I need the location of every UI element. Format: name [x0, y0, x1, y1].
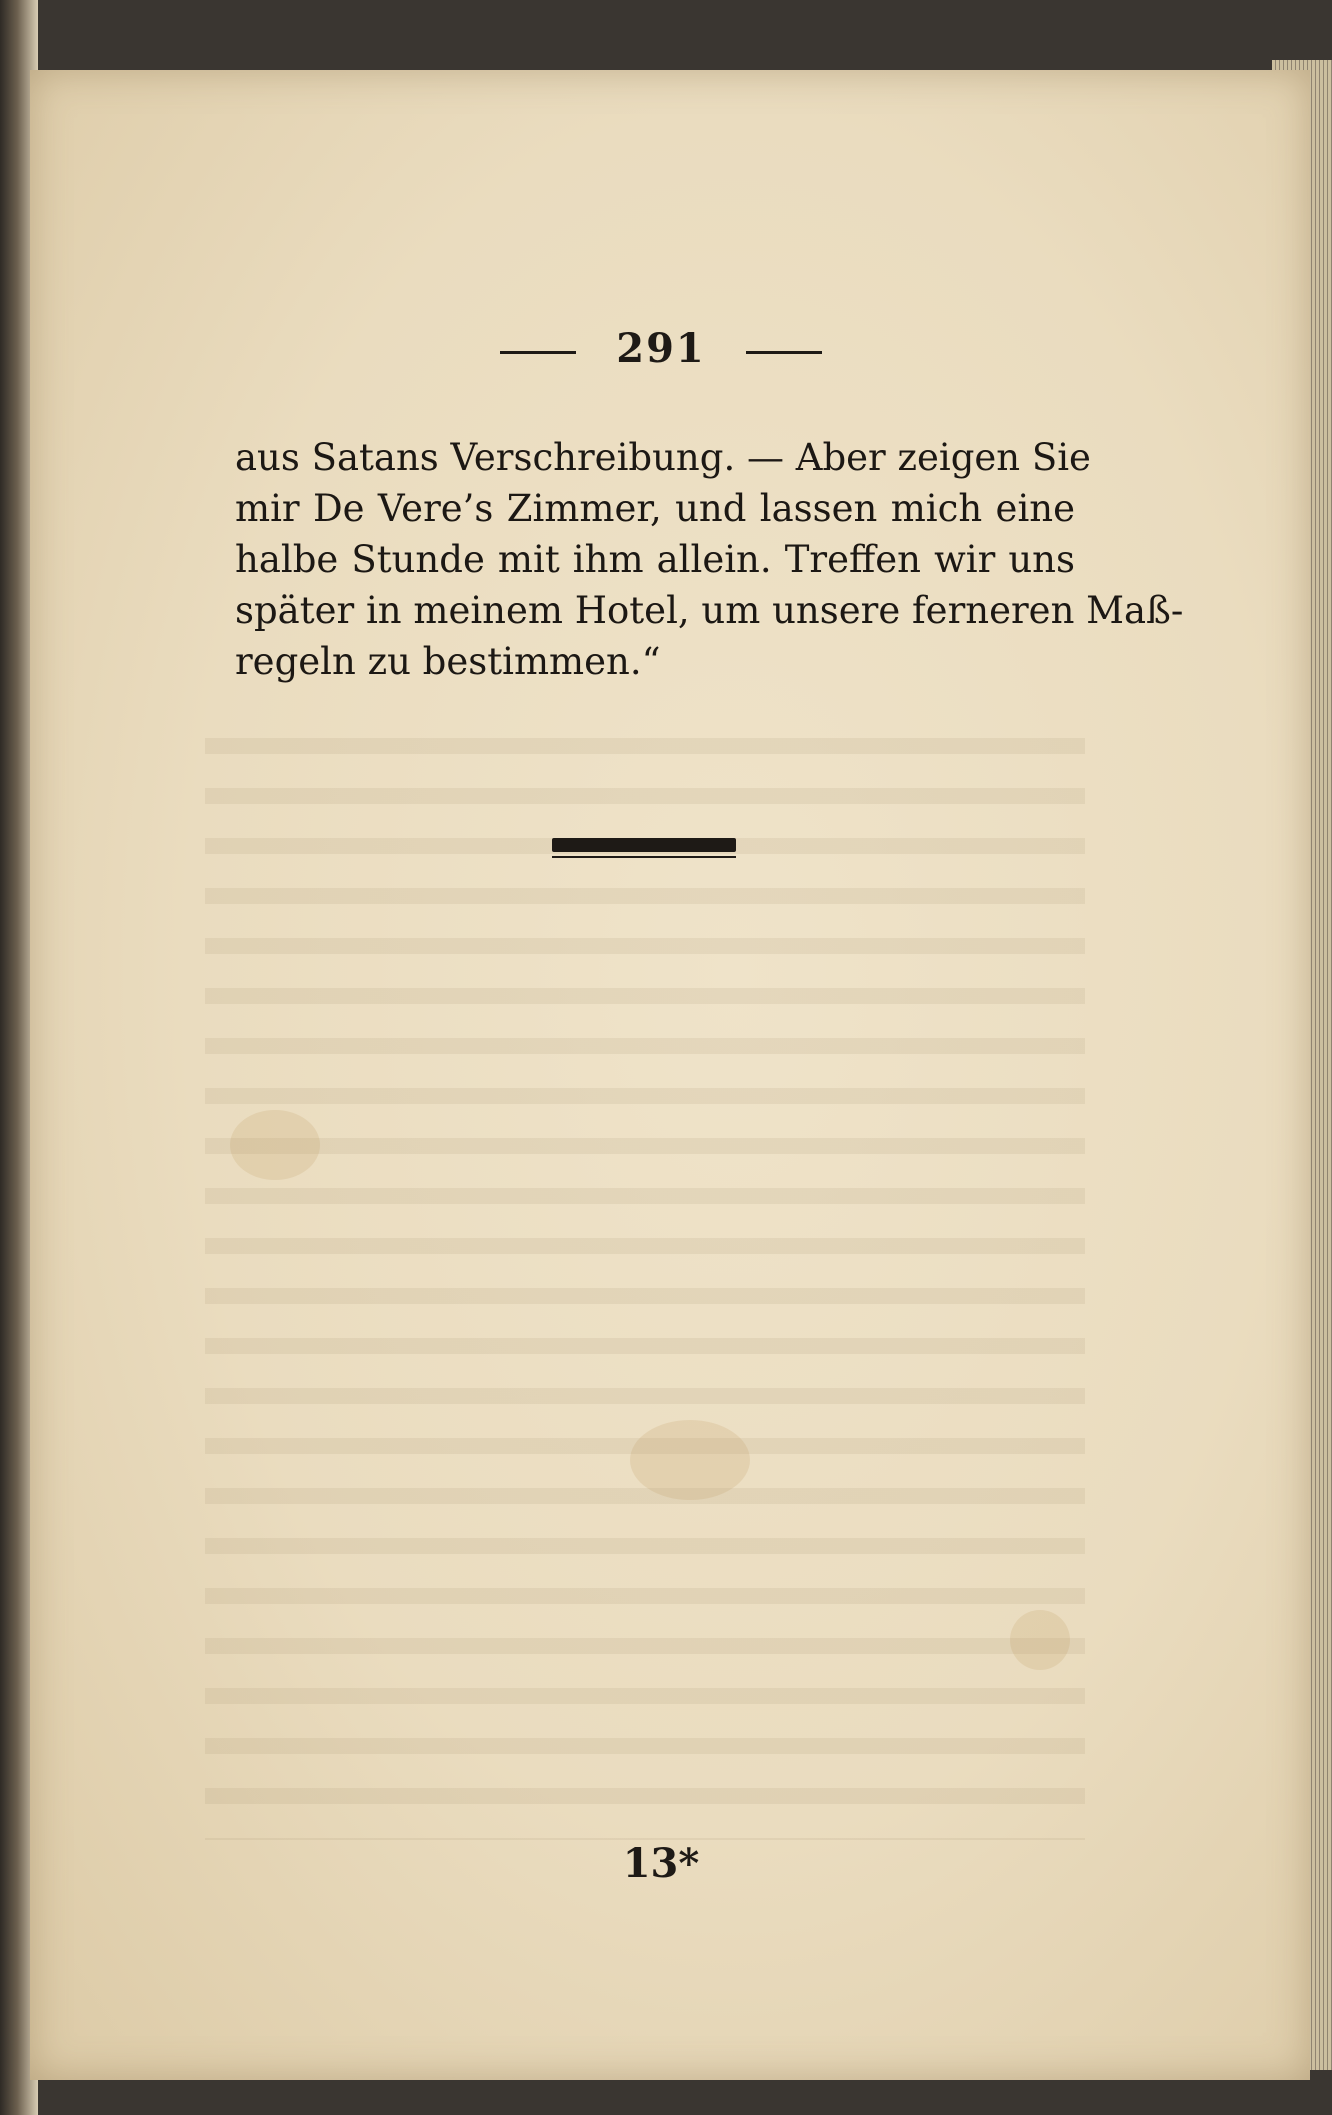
- body-paragraph: [235, 432, 1184, 687]
- paper-stain: [1010, 1610, 1070, 1670]
- text-line: aus Satans Verschreibung. — Aber zeigen Sie: [235, 436, 1091, 479]
- book-page: [30, 70, 1310, 2080]
- text-line: regeln zu bestimmen.“: [235, 640, 661, 683]
- paper-stain: [630, 1420, 750, 1500]
- text-line: halbe Stunde mit ihm allein. Treffen wir uns: [235, 538, 1075, 581]
- running-head: [30, 325, 1292, 372]
- text-line: später in meinem Hotel, um unsere ferneren Maß-: [235, 589, 1184, 632]
- section-divider-rule: [552, 838, 736, 852]
- paper-stain: [230, 1110, 320, 1180]
- header-dash-right: [746, 351, 822, 354]
- show-through-text: [205, 710, 1085, 1840]
- signature-mark: 13*: [622, 1840, 700, 1887]
- text-line: mir De Vere’s Zimmer, und lassen mich eine: [235, 487, 1075, 530]
- header-dash-left: [500, 351, 576, 354]
- page-number: 291: [616, 325, 706, 372]
